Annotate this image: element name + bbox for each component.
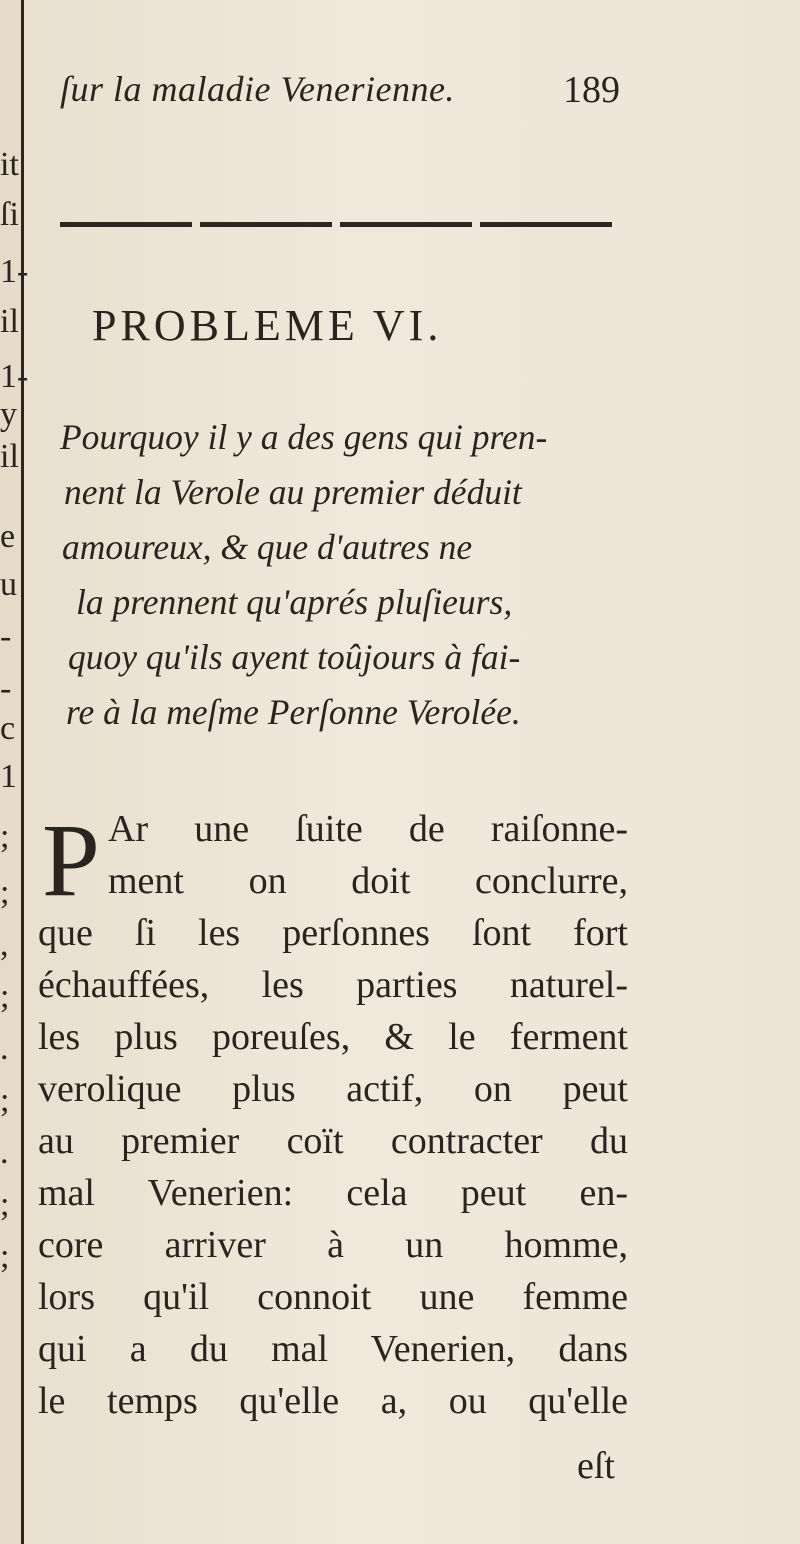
margin-fragment: -: [0, 670, 12, 707]
body-line: ment on doit conclurre,: [108, 860, 628, 902]
running-header: [60, 64, 620, 124]
margin-fragment: y: [0, 396, 17, 433]
section-heading: PROBLEME VI.: [92, 301, 443, 350]
margin-fragment: u: [0, 566, 17, 603]
rule-segment: [60, 222, 192, 227]
running-title: ſur la maladie Venerienne.: [60, 69, 455, 109]
rule-segment: [480, 222, 612, 227]
catchword: eſt: [577, 1445, 615, 1487]
previous-page-margin: [0, 0, 29, 1544]
margin-fragment: ſi: [0, 196, 19, 233]
question-line: re à la meſme Perſonne Verolée.: [66, 692, 521, 732]
body-line: lors qu'il connoit une femme: [38, 1276, 628, 1318]
margin-fragment: ;: [0, 978, 10, 1015]
body-line: le temps qu'elle a, ou qu'elle: [38, 1380, 628, 1422]
margin-fragment: ;: [0, 1082, 10, 1119]
body-line: core arriver à un homme,: [38, 1224, 628, 1266]
body-line: Ar une ſuite de raiſonne-: [108, 808, 628, 850]
margin-fragment: ;: [0, 874, 10, 911]
ornamental-rule: [60, 220, 612, 230]
rule-segment: [340, 222, 472, 227]
body-line: échauffées, les parties naturel-: [38, 964, 628, 1006]
margin-fragment: -: [0, 618, 12, 655]
margin-fragment: ;: [0, 1186, 10, 1223]
margin-fragment: 1-: [0, 253, 29, 290]
margin-fragment: il: [0, 438, 19, 475]
margin-fragment: .: [0, 1030, 9, 1067]
question-line: Pourquoy il y a des gens qui pren-: [60, 417, 548, 457]
problem-question: [60, 410, 630, 740]
body-line: verolique plus actif, on peut: [38, 1068, 628, 1110]
rule-segment: [200, 222, 332, 227]
body-line: mal Venerien: cela peut en-: [38, 1172, 628, 1214]
question-line: la prennent qu'aprés pluſieurs,: [76, 582, 513, 622]
margin-fragment: il: [0, 303, 19, 340]
body-line: les plus poreuſes, & le ferment: [38, 1016, 628, 1058]
margin-fragment: 1-: [0, 358, 29, 395]
question-line: amoureux, & que d'autres ne: [62, 527, 473, 567]
page-number: 189: [563, 69, 620, 111]
question-line: nent la Verole au premier déduit: [64, 472, 522, 512]
margin-fragment: c: [0, 710, 16, 747]
drop-capital: P: [42, 803, 100, 918]
body-line: qui a du mal Venerien, dans: [38, 1328, 628, 1370]
margin-fragment: e: [0, 518, 16, 555]
body-text: [38, 803, 628, 1427]
question-line: quoy qu'ils ayent toûjours à fai-: [68, 637, 521, 677]
margin-fragment: it: [0, 146, 19, 183]
margin-fragment: ;: [0, 1238, 10, 1275]
margin-fragment: ;: [0, 818, 10, 855]
margin-fragment: ,: [0, 926, 9, 963]
margin-fragment: .: [0, 1134, 9, 1171]
body-line: que ſi les perſonnes ſont fort: [38, 912, 628, 954]
body-line: au premier coït contracter du: [38, 1120, 628, 1162]
margin-fragment: 1: [0, 758, 17, 795]
